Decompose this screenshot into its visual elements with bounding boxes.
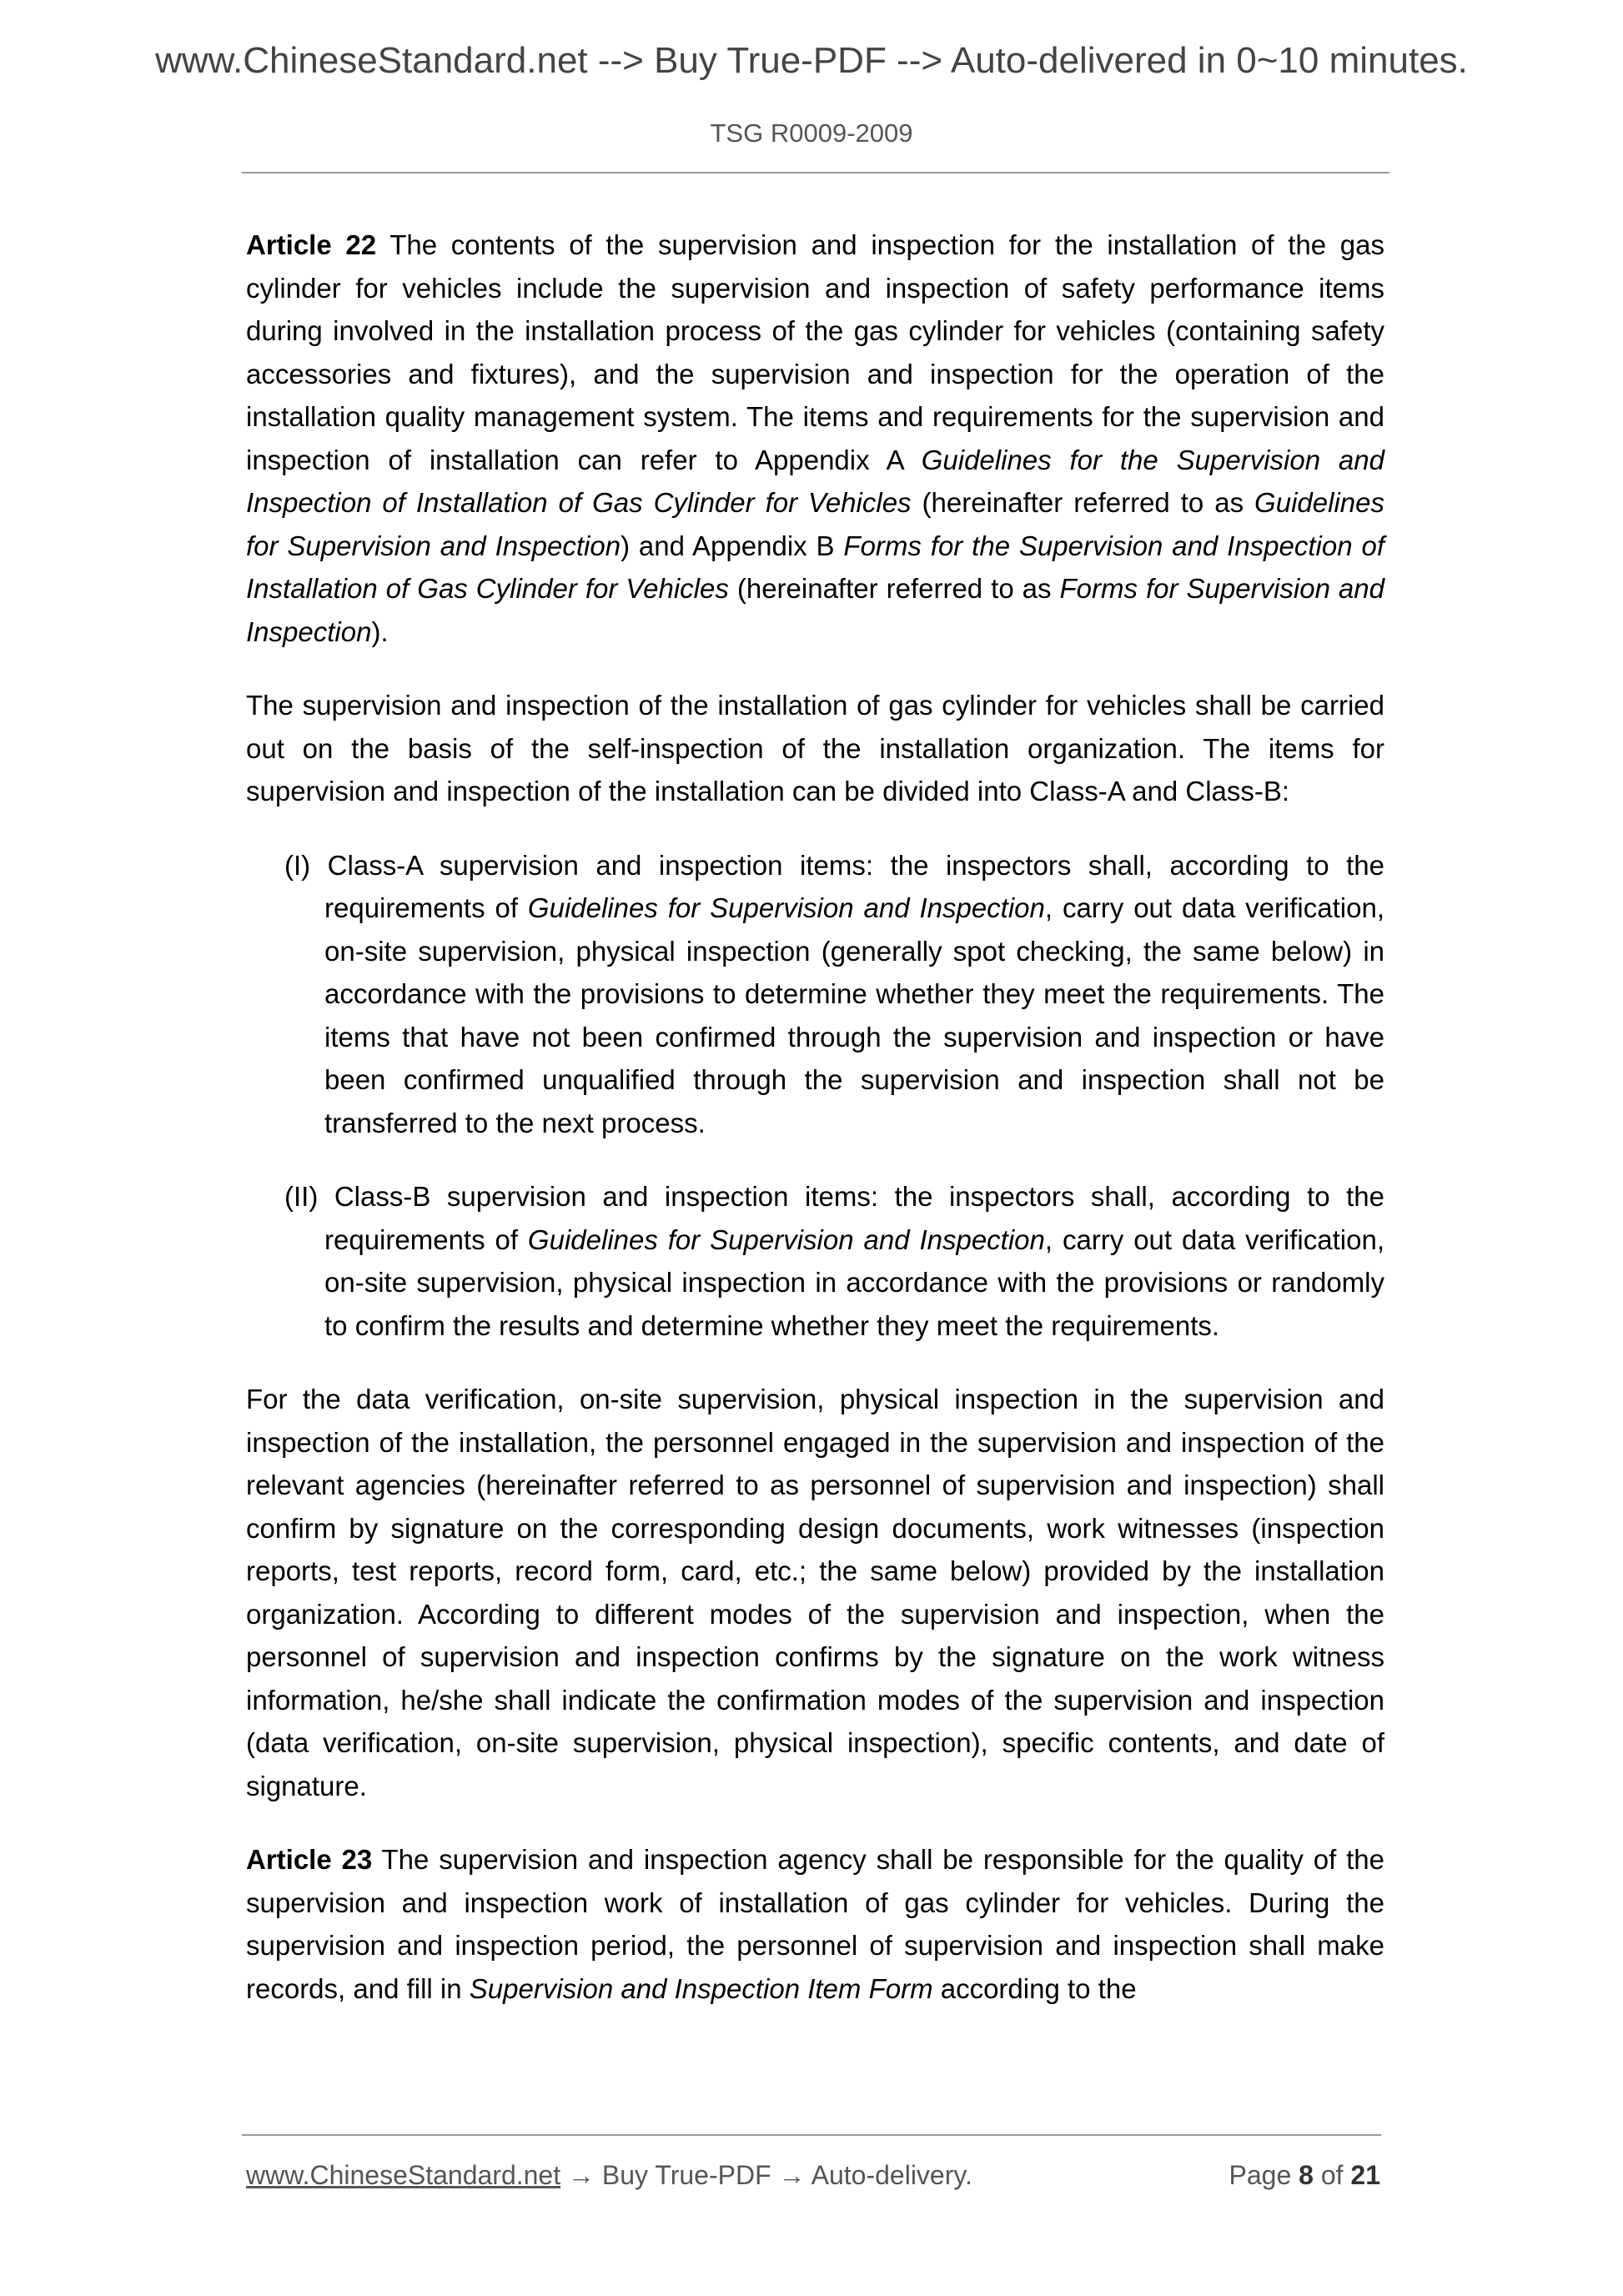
footer-promo: www.ChineseStandard.net → Buy True-PDF → Auto-delivery. xyxy=(246,2160,972,2190)
total-pages: 21 xyxy=(1350,2160,1380,2190)
current-page: 8 xyxy=(1299,2160,1314,2190)
appendix-b-title: Forms for the Supervision and Inspection of Installation of Gas Cylinder for Vehicles xyxy=(246,530,1384,604)
footer-site-link[interactable]: www.ChineseStandard.net xyxy=(246,2160,561,2190)
signature-paragraph: For the data verification, on-site supervision, physical inspection in the supervision and inspection of the installation, the personnel engaged in the supervision and inspection of the relevant agencies (hereinafter referred to as personnel of supervision and inspection) shall confirm by signature on the corresponding design documents, work witnesses (inspection reports, test reports, record form, card, etc.; the same below) provided by the installation organization. According to different modes of the supervision and inspection, when the personnel of supervision and inspection confirms by the signature on the work witness information, he/she shall indicate the confirmation modes of the supervision and inspection (data verification, on-site supervision, physical inspection), specific contents, and date of signature. xyxy=(246,1384,1384,1801)
class-division-paragraph: The supervision and inspection of the installation of gas cylinder for vehicles shall be carried out on the basis of the self-inspection of the installation organization. The items for supervision and inspection of the installation can be divided into Class-A and Class-B: xyxy=(246,690,1384,806)
appendix-a-title: Guidelines for the Supervision and Inspection of Installation of Gas Cylinder for Vehicles xyxy=(246,444,1384,518)
list-item-class-b: (II) Class-B supervision and inspection items: the inspectors shall, according to the requirements of Guidelines for Supervision and Inspection, carry out data verification, on-site supervision, physical inspection in accordance with the provisions or randomly to confirm the results and determine whether they meet the requirements. xyxy=(284,1181,1384,1341)
header-banner: www.ChineseStandard.net --> Buy True-PDF --> Auto-delivered in 0~10 minutes. xyxy=(155,40,1468,81)
page-number: Page 8 of 21 xyxy=(1229,2160,1380,2190)
header-divider xyxy=(242,172,1389,173)
article-23-paragraph: Article 23 The supervision and inspection agency shall be responsible for the quality of the supervision and inspection work of installation of gas cylinder for vehicles. During the supervision and inspection period, the personnel of supervision and inspection shall make records, and fill in Supervision and Inspection Item Form according to the xyxy=(246,1844,1384,2004)
list-item-class-a: (I) Class-A supervision and inspection items: the inspectors shall, according to the requirements of Guidelines for Supervision and Inspection, carry out data verification, on-site supervision, physical inspection (generally spot checking, the same below) in accordance with the provisions to determine whether they meet the requirements. The items that have not been confirmed through the supervision and inspection or have been confirmed unqualified through the supervision and inspection shall not be transferred to the next process. xyxy=(284,849,1384,1138)
article-22-paragraph: Article 22 The contents of the supervision and inspection for the installation of the gas cylinder for vehicles include the supervision and inspection of safety performance items during involved in the installation process of the gas cylinder for vehicles (containing safety accessories and fixtures), and the supervision and inspection for the operation of the installation quality management system. The items and requirements for the supervision and inspection of installation can refer to Appendix A Guidelines for the Supervision and Inspection of Installation of Gas Cylinder for Vehicles (hereinafter referred to as Guidelines for Supervision and Inspection) and Appendix B Forms for the Supervision and Inspection of Installation of Gas Cylinder for Vehicles (hereinafter referred to as Forms for Supervision and Inspection). xyxy=(246,229,1384,647)
article-22-label: Article 22 xyxy=(246,229,377,260)
document-body xyxy=(246,224,1384,2041)
document-code: TSG R0009-2009 xyxy=(710,118,913,148)
footer-divider xyxy=(242,2134,1381,2136)
article-23-label: Article 23 xyxy=(246,1844,373,1875)
page-footer xyxy=(246,2160,1380,2191)
